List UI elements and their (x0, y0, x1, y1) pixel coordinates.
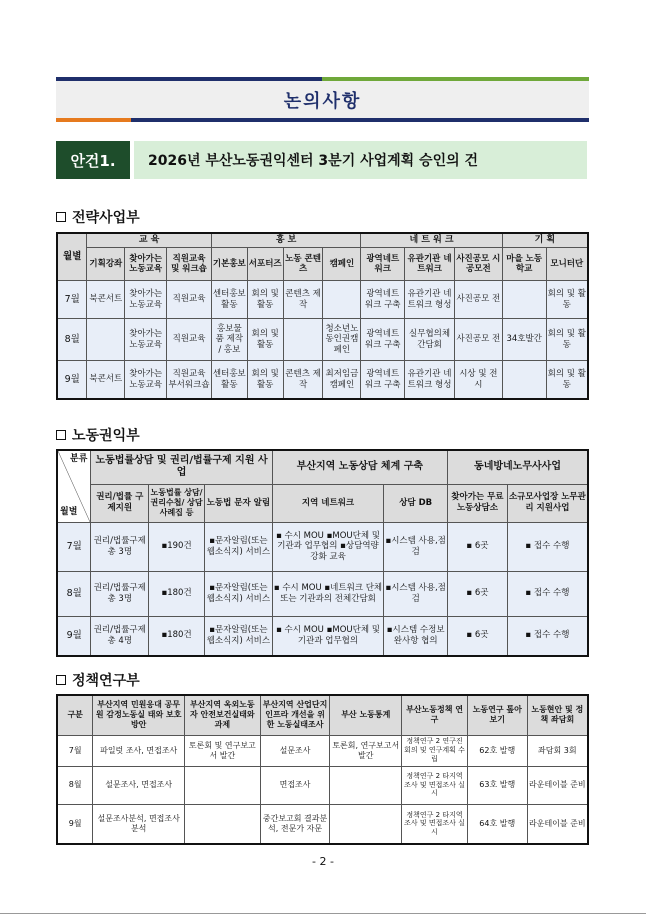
checkbox-square-icon (56, 675, 66, 685)
sub-header: 권리/법률 구제지원 (91, 484, 149, 522)
sub-header: 사진공모 시공모전 (454, 248, 502, 281)
section-heading-labor-rights: 노동권익부 (56, 425, 140, 445)
table-row: 9월 설문조사분석, 면접조사 분석 중간보고회 결과분석, 전문가 자문 정책연구 2 타지역조사 및 면접조사 실시 64호 발행 라운테이블 준비 (57, 804, 588, 844)
sub-header: 서포터즈 (247, 248, 283, 281)
page-number: - 2 - (312, 855, 334, 868)
table-row: 7월 파일럿 조사, 면접조사 토론회 및 연구보고서 발간 설문조사 토론회, 연구보고서발간 정책연구 2 연구진회의 및 연구계획 수립 62호 발행 좌담회 3회 (57, 735, 588, 766)
section-heading-policy: 정책연구부 (56, 670, 140, 690)
table-row: 9월 북콘서트 찾아가는 노동교육 직원교육 부서워크숍 센터홍보활동 회의 및 활동 콘텐츠 제작 최저임금 캠페인 광역네트 워크 구축 유관기관 네트워크 형성 시상 및 전시 회의 및 활동 (57, 361, 588, 399)
month-header: 월별 (57, 233, 87, 281)
sub-header: 캠페인 (323, 248, 361, 281)
sub-header: 찾아가는 무료노동상담소 (448, 484, 508, 522)
table-row: 7월 북콘서트 찾아가는 노동교육 직원교육 센터홍보활동 회의 및 활동 콘텐츠 제작 광역네트 워크 구축 유관기관 네트워크 형성 사진공모 전 회의 및 활동 (57, 281, 588, 319)
table-row: 8월 찾아가는 노동교육 직원교육 홍보물 품 제작 / 홍보 회의 및 활동 청소년노 동인권캠 페인 광역네트 워크 구축 실무협의체 간담회 사진공모 전 34호발간 회의 및 활동 (57, 319, 588, 361)
checkbox-square-icon (56, 212, 66, 222)
sub-header: 부산 노동통계 (330, 695, 402, 735)
group-header: 교 육 (87, 233, 212, 248)
sub-header: 부산노동정책 연구 (402, 695, 468, 735)
group-header: 부산지역 노동상담 체계 구축 (272, 450, 447, 484)
sub-header: 직원교육 및 워크숍 (167, 248, 212, 281)
sub-header: 노동법률 상담/권리수첩/ 상담사례집 등 (149, 484, 205, 522)
sub-header: 부산지역 옥외노동 자 안전보건실태와 과제 (185, 695, 261, 735)
footer-divider (0, 913, 646, 914)
sub-header: 부산지역 민원응대 공무원 감정노동실 태와 보호방안 (93, 695, 185, 735)
checkbox-square-icon (56, 430, 66, 440)
table-row: 9월 권리/법률구제 총 4명 ▪180건 ▪문자알림(또는 웹소식지) 서비스 ▪ 수시 MOU ▪MOU단체 및 기관과 업무협의 ▪시스템 수정보완사항 협의 ▪ 6곳 ▪ 접수 수행 (57, 616, 588, 656)
table-row: 7월 권리/법률구제 총 3명 ▪190건 ▪문자알림(또는 웹소식지) 서비스 ▪ 수시 MOU ▪MOU단체 및 기관과 업무협의 ▪상담역량강화 교육 ▪시스템 사용,점검 ▪ 6곳 ▪ 접수 수행 (57, 522, 588, 571)
table-row: 8월 권리/법률구제 총 3명 ▪180건 ▪문자알림(또는 웹소식지) 서비스 ▪ 수시 MOU ▪네트워크 단체 또는 기관과의 전체간담회 ▪시스템 사용,점검 ▪ 6곳 ▪ 접수 수행 (57, 571, 588, 616)
strategy-table (56, 232, 589, 400)
sub-header: 지역 네트워크 (272, 484, 384, 522)
sub-header: 부산지역 산업단지 인프라 개선을 위한 노동실태조사 (260, 695, 330, 735)
sub-header: 상담 DB (384, 484, 448, 522)
sub-header: 기본홍보 (211, 248, 247, 281)
sub-header: 모니터단 (546, 248, 588, 281)
page-title: 논의사항 (56, 81, 589, 118)
group-header: 기 획 (502, 233, 588, 248)
table-row: 8월 설문조사, 면접조사 면접조사 정책연구 2 타지역조사 및 면접조사 실시 63호 발행 라운테이블 준비 (57, 766, 588, 804)
section-heading-strategy: 전략사업부 (56, 207, 140, 227)
group-header: 네 트 워 크 (361, 233, 502, 248)
sub-header: 소규모사업장 노무관리 지원사업 (507, 484, 588, 522)
sub-header: 노동법 문자 알림 (205, 484, 273, 522)
sub-header: 찾아가는 노동교육 (125, 248, 167, 281)
sub-header: 광역네트워크 (361, 248, 405, 281)
corner-cell: 분류 월별 (57, 450, 91, 522)
sub-header: 노동 콘텐츠 (283, 248, 323, 281)
header-bottom-bar (56, 118, 589, 122)
group-header: 동네방네노무사사업 (448, 450, 588, 484)
corner-cell: 구분 (57, 695, 93, 735)
sub-header: 노동현안 및 정책 좌담회 (527, 695, 588, 735)
labor-rights-table (56, 449, 589, 657)
sub-header: 마을 노동학교 (502, 248, 546, 281)
sub-header: 노동연구 톺아보기 (467, 695, 527, 735)
agenda-tag: 안건1. (56, 141, 130, 179)
group-header: 노동법률상담 및 권리/법률구제 지원 사업 (91, 450, 272, 484)
group-header: 홍 보 (211, 233, 360, 248)
sub-header: 기획강좌 (87, 248, 125, 281)
agenda-title: 2026년 부산노동권익센터 3분기 사업계획 승인의 건 (134, 141, 587, 179)
policy-table (56, 694, 589, 845)
sub-header: 유관기관 네트워크 (405, 248, 455, 281)
